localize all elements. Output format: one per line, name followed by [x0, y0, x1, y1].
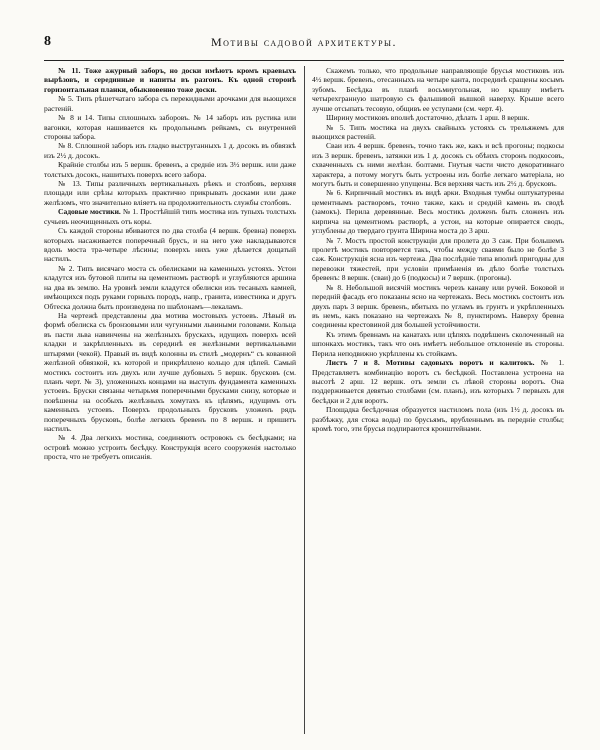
- paragraph: № 13. Типы различныхъ вертикальныхъ рѣекъ и столбовъ, верхняя площади или срѣзы которыхъ практично прикрывать досками или даже желѣзомъ, что значительно вліяетъ на продолжительность службы столбовъ.: [44, 179, 296, 207]
- paragraph: Ширину мостиковъ вполнѣ достаточно, дѣлать 1 арш. 8 вершк.: [326, 113, 530, 123]
- paragraph: Садовые мостики. № 1. Простѣйшій типъ мостика изъ тупыхъ толстыхъ сучьевъ неочищенныхъ отъ коры.: [44, 207, 296, 226]
- paragraph: № 2. Типъ висячаго моста съ обелисками на каменныхъ устояхъ. Устои кладутся изъ бутовой плиты на цементномъ растворѣ и углубляются аршина на два въ землю. На уровнѣ земли кладутся обелиски изъ тесаныхъ камней, имѣющихся подъ руками горныхъ породъ, напр., гранита, известника и другъ Обтеска должна быть произведена по шаблонамъ—лекаламъ.: [44, 263, 296, 311]
- running-title: Мотивы садовой архитектуры.: [210, 35, 398, 49]
- paragraph: № 11. Тоже ажурный заборъ, но доски имѣютъ кромъ краевыхъ вырѣзовъ, и серединные и напиты въ разгонъ. Къ одной сторонѣ горизонтальная планки, обыкновенно тоже доски.: [44, 66, 296, 94]
- page-header: [44, 34, 564, 56]
- paragraph: № 8 и 14. Типы сплошныхъ заборовъ. № 14 заборъ изъ рустика или вагонки, которая нашивается къ продольнымъ рейкамъ, съ внутренней стороны забора.: [44, 113, 296, 141]
- column-divider: [304, 66, 305, 734]
- paragraph: Листъ 7 и 8. Мотивы садовыхъ воротъ и калитокъ. № 1. Представляетъ комбинацію воротъ съ бесѣдкой. Поставлена устроена на высотѣ 2 арш. 12 вершк. отъ земли съ лѣвой стороны воротъ. Она поддерживается девятью столбами (см. планъ), изъ которыхъ 7 первыхъ для бесѣдки и 2 для воротъ.: [312, 358, 564, 405]
- paragraph: № 8. Небольшой висячій мостикъ черезъ канаву или ручей. Боковой и передній фасадъ его показаны ясно на чертежахъ. Весь мостикъ состоитъ изъ двухъ паръ 3 вершк. бревенъ, вбитыхъ по угламъ въ грунтъ и укрѣпленныхъ въ немъ, какъ показано на чертежахъ № 8, пунктиромъ. Наверху бревна соединены крестовиной для большей устойчивости.: [312, 282, 564, 330]
- left-column: [44, 66, 296, 738]
- paragraph: № 7. Мостъ простой конструкціи для пролета до 3 саж. При большемъ пролетѣ мостикъ повторяется такъ, чтобы между сваями было не болѣе 3 саж. Конструкція ясна изъ чертежа. Два послѣдніе типа вполнѣ пригодны для перевозки тяжестей, при условіи примѣненія въ дѣло болѣе толстыхъ бревенъ: 8 вершк. (сваи) до 6 (подкосы) и 7 вершк. (прогоны).: [312, 235, 564, 283]
- text-columns: [44, 66, 564, 738]
- paragraph: Сваи изъ 4 вершк. бревенъ, точно такъ же, какъ и всѣ прогоны; подкосы изъ 3 вершк. бревенъ, затяжки изъ 1 д. досокъ съ обѣихъ сторонъ подкосовъ, схваченныхъ съ ними желѣзн. болтами. Гнутыя части чисто декоративнаго характера, а потому могутъ быть устроены изъ болѣе легкаго матеріала, но могутъ быть и совершенно упущены. Вся верхняя часть изъ 2½ д. брусковъ.: [312, 141, 564, 189]
- paragraph: Скажемъ только, что продольные направляющіе брусья мостиковъ изъ 4½ вершк. бревенъ, отесанныхъ на четыре канта, посрединѣ сращены косымъ зубомъ. Бесѣдка въ планѣ восьмиугольная, но крышу имѣетъ четырехгранную шатровую съ фальшивой вышкой наверху. Крыше всего лучше отсыпать тесовую, общивъ ее уступами (см. черт. 4).: [312, 66, 564, 113]
- paragraph: Площадка бесѣдочная образуется настиломъ пола (изъ 1½ д. досокъ въ разбѣжку, для стока воды) по брусьямъ, врубленнымъ въ передніе столбы; кромѣ того, эти брусья подпираются кронштейнами.: [312, 405, 564, 434]
- paragraph: № 8. Сплошной заборъ изъ гладко выструганныхъ 1 д. досокъ въ обвязкѣ изъ 2½ д. досокъ.: [44, 141, 296, 160]
- paragraph: № 5. Типъ рѣшетчатаго забора съ перекидными арочками для вьющихся растеній.: [44, 94, 296, 113]
- header-rule: [44, 60, 564, 61]
- paragraph: Къ этимъ бревнамъ на канатахъ или цѣпяхъ подвѣшенъ сколоченный на шпонкахъ мостикъ, такъ что онъ имѣетъ небольшое отклоненіе въ стороны. Перила неподвижно укрѣплены къ стойкамъ.: [312, 329, 564, 358]
- paragraph: № 6. Кирпичный мостикъ въ видѣ арки. Входныя тумбы оштукатурены цементнымъ растворомъ, точно также, какъ и средній камень въ сводѣ (замокъ). Перила деревянные. Весь мостикъ долженъ быть сложенъ изъ кирпича на цементномъ растворѣ, а устои, на которые опирается сводъ, углублены до твердаго грунта Ширина моста до 3 арш.: [312, 188, 564, 236]
- paragraph: № 5. Типъ мостика на двухъ свайныхъ устояхъ съ трельяжемъ для вьющихся растеній.: [312, 122, 564, 141]
- paragraph: Съ каждой стороны вбиваются по два столба (4 вершк. бревна) поверхъ которыхъ насаживается поперечный брусъ, и на него уже накладываются вдоль моста тра-четыре лѣсины; поверхъ нихъ уже дѣлается дощатый настилъ.: [44, 226, 296, 264]
- section-heading: Садовые мостики.: [58, 207, 121, 217]
- paragraph: № 4. Два легкихъ мостика, соединяютъ островокъ съ бесѣдками; на островѣ можно устроить бесѣдку. Конструкція всего сооруженія настолько проста, что не требуетъ описанія.: [44, 433, 296, 462]
- right-column: [312, 66, 564, 738]
- paragraph: На чертежѣ представлены два мотива мостовыхъ устоевъ. Лѣвый въ формѣ обелиска съ бронзовыми или чугунными львиными головами. Кольца въ пасти льва навинчены на желѣзныхъ брускахъ, идущихъ поверхъ всей кладки и закрѣпленныхъ въ серединѣ ея желѣзными вертикальными штырями (чекой). Правый въ видѣ колонны въ стилѣ „модернъ“ съ кованной желѣзной обвязкой, къ которой и прикрѣплено кольцо для цѣпей. Самый мостикъ состоитъ изъ двухъ или лучше дубовыхъ 5 вершк. брусковъ (см. планъ черт. № 3), уложенныхъ концами на выступъ фундамента каменныхъ устоевъ. Бруски связаны четырьмя поперечными брусками снизу, которые и повѣшены на особыхъ желѣзныхъ хомутахъ къ цѣпямъ, идущимъ отъ каменныхъ устоевъ. Поверхъ продольныхъ брусковъ уложенъ рядъ поперечныхъ брусковъ, болѣе легкихъ бревенъ по 8 вершк. и пришитъ настилъ.: [44, 310, 296, 434]
- paragraph: Крайніе столбы изъ 5 вершк. бревенъ, а средніе изъ 3½ вершк. или даже толстыхъ досокъ, нашитыхъ поверхъ всего забора.: [44, 160, 296, 179]
- page-number: 8: [44, 34, 51, 49]
- section-heading: Листъ 7 и 8. Мотивы садовыхъ воротъ и калитокъ.: [326, 358, 535, 368]
